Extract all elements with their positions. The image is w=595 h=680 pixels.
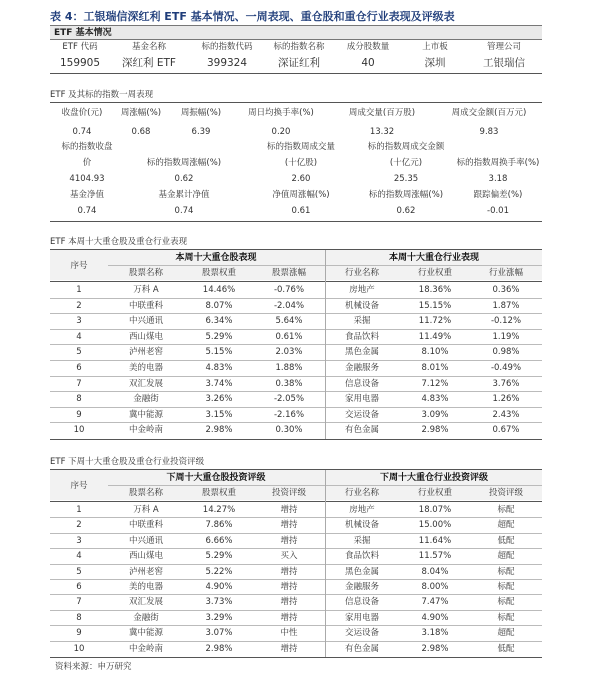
table-row [50,580,542,594]
table-cell: 标配 [497,582,515,592]
table-cell: 低配 [497,535,515,546]
cell: 周振幅(%) [180,108,222,118]
table-cell: 3 [76,316,82,327]
table-cell: 金融街 [133,394,159,405]
table-cell: 采掘 [353,535,371,546]
table-cell: 金融街 [133,612,159,623]
week-section-label: ETF 及其标的指数一周表现 [50,90,154,100]
week-row2-values [50,172,542,186]
table-cell: 黑色金属 [344,347,379,358]
table-cell: 11.49% [418,331,452,342]
table-cell: 家用电器 [344,612,379,623]
table-cell: 2.43% [492,409,520,420]
table-cell: 6 [76,582,82,592]
column-header: 股票名称 [128,488,163,498]
table-cell: 7.86% [205,520,233,531]
table-cell: 泸州老窖 [128,566,163,577]
table-cell: 2.03% [275,347,303,358]
cell: 深圳 [424,57,446,69]
cell: 标的指数名称 [273,42,325,52]
table-cell: 15.00% [418,520,452,531]
table-cell: 2.98% [421,643,449,654]
table-cell: 5.15% [205,347,233,358]
table-row [50,611,542,625]
table-cell: 中金岭南 [128,643,163,654]
cell: 标的指数周涨幅(%) [146,158,222,168]
table-cell: 信息设备 [344,378,379,389]
table-cell: 4.83% [205,363,233,373]
cell: 40 [361,57,375,69]
cell: 6.39 [191,127,211,137]
table-cell: 金融服务 [344,363,379,373]
cell: 周涨幅(%) [120,108,162,118]
table-cell: 冀中能源 [128,409,163,420]
cell: 管理公司 [486,42,521,52]
cell: 13.32 [369,127,395,137]
table-cell: 8 [76,394,82,405]
table-cell: 0.98% [492,347,520,358]
table-cell: 10 [73,643,85,654]
table-cell: -0.12% [490,316,522,327]
table-cell: 机械设备 [344,300,379,311]
table-row [50,626,542,640]
week-row1-headers [50,106,542,120]
cell: 深红利 ETF [122,57,176,69]
page-title: 表 4：工银瑞信深红利 ETF 基本情况、一周表现、重仓股和重仓行业表现及评级表 [50,10,455,23]
table-cell: 中联重科 [128,300,163,311]
table-cell: 食品饮料 [344,331,379,342]
table-cell: 3.26% [205,394,233,405]
table-cell: 0.30% [275,425,303,436]
cell: (十亿元) [389,158,423,168]
table-row [50,361,542,375]
table-cell: 双汇发展 [128,597,163,608]
table-cell: 5 [76,566,82,577]
cell: 周成交量(百万股) [348,108,416,118]
perf-bottom-rule [50,439,542,440]
table-cell: 14.27% [202,505,236,515]
cell: 收盘价(元) [61,108,103,118]
table-row [50,408,542,422]
table-cell: 11.64% [418,535,452,546]
table-cell: 家用电器 [344,394,379,405]
table-cell: 5.29% [205,551,233,562]
basic-info-header-row [50,40,542,54]
cell: 399324 [206,57,248,69]
table-row [50,549,542,563]
table-cell: 超配 [497,628,515,639]
basic-info-value-row [50,56,542,70]
column-header: 投资评级 [271,488,306,498]
table-cell: 8.00% [421,582,449,592]
table-cell: 2.98% [205,425,233,436]
cell: 周成交金额(百万元) [451,108,527,118]
table-cell: 增持 [280,566,298,577]
table-cell: 增持 [280,597,298,608]
column-header: 股票名称 [128,268,163,278]
table-cell: 11.57% [418,551,452,562]
table-cell: 0.61% [275,331,303,342]
table-row [50,518,542,532]
table-cell: 双汇发展 [128,378,163,389]
table-cell: 7.47% [421,597,449,608]
cell: 标的指数代码 [201,42,253,52]
week-row1-values [50,125,542,139]
cell: -0.01 [487,206,509,216]
week-row2-headers-line2 [50,156,542,170]
table-cell: 买入 [280,551,298,562]
table-cell: 18.07% [418,505,452,515]
table-cell: 14.46% [202,285,236,295]
table-cell: 1.19% [492,331,520,342]
table-cell: 标配 [497,505,515,515]
column-header: 行业权重 [417,488,452,498]
table-row [50,423,542,437]
cell: 基金净值 [69,190,104,200]
column-header: 行业名称 [344,268,379,278]
table-cell: 5.22% [205,566,233,577]
table-cell: 3.18% [421,628,449,639]
cell [454,140,542,154]
rating-bottom-rule [50,657,542,658]
table-row [50,503,542,517]
source-note: 资料来源：申万研究 [55,662,132,672]
week-row3-headers [50,188,542,202]
spacer [50,486,108,500]
table-cell: 2 [76,520,82,531]
table-cell: 增持 [280,520,298,531]
table-row [50,345,542,359]
table-cell: 采掘 [353,316,371,327]
table-cell: -2.05% [273,394,305,405]
table-cell: 增持 [280,505,298,515]
week-row2-headers-line1 [50,140,542,154]
table-cell: 1.26% [492,394,520,405]
table-cell: 标配 [497,566,515,577]
table-cell: 超配 [497,551,515,562]
column-header: 投资评级 [488,488,523,498]
table-cell: 信息设备 [344,597,379,608]
table-cell: 交运设备 [344,409,379,420]
table-row [50,283,542,297]
table-cell: 6 [76,363,82,373]
cell: 0.68 [131,127,151,137]
table-cell: 超配 [497,520,515,531]
table-cell: 标配 [497,597,515,608]
table-cell: 有色金属 [344,643,379,654]
table-cell: 6.66% [205,535,233,546]
cell: 标的指数收盘 [61,142,113,152]
table-cell: 万科 A [133,285,159,295]
table-cell: 9 [76,628,82,639]
table-cell: 1 [76,505,82,515]
table-cell: 5.64% [275,316,303,327]
column-header: 行业名称 [344,488,379,498]
cell: 0.62 [174,174,194,184]
table-cell: 0.36% [492,285,520,295]
table-cell: 1.88% [275,363,303,373]
cell: 0.20 [271,127,291,137]
perf-divider [325,250,326,439]
cell: 标的指数周成交金额 [367,142,445,152]
table-cell: 3.07% [205,628,233,639]
table-cell: 增持 [280,582,298,592]
table-cell: 4 [76,331,82,342]
week-top-rule [50,102,542,103]
table-cell: 万科 A [133,505,159,515]
table-cell: 9 [76,409,82,420]
table-cell: 2.98% [205,643,233,654]
table-cell: 西山煤电 [128,551,163,562]
table-cell: 8.01% [421,363,449,373]
table-cell: 西山煤电 [128,331,163,342]
cell: (十亿股) [284,158,318,168]
table-cell: 0.67% [492,425,520,436]
table-cell: 6.34% [205,316,233,327]
table-cell: 美的电器 [128,363,163,373]
table-row [50,534,542,548]
table-cell: 中兴通讯 [128,535,163,546]
cell: 0.62 [396,206,416,216]
week-bottom-rule [50,221,542,222]
table-cell: 11.72% [418,316,452,327]
cell: 价 [82,158,92,168]
column-header: 行业权重 [417,268,452,278]
table-cell: 低配 [497,643,515,654]
cell: 工银瑞信 [483,57,525,69]
column-header: 行业涨幅 [488,268,523,278]
table-cell: 3.15% [205,409,233,420]
table-cell: 3 [76,535,82,546]
table-cell: 美的电器 [128,582,163,592]
table-cell: 4.83% [421,394,449,405]
table-row [50,642,542,656]
table-cell: 5 [76,347,82,358]
rating-group-industry: 下周十大重仓行业投资评级 [379,473,488,483]
table-row [50,330,542,344]
table-cell: 增持 [280,612,298,623]
cell: 2.60 [291,174,311,184]
table-cell: 3.76% [492,378,520,389]
cell: 基金名称 [131,42,166,52]
perf-group-industry: 本周十大重仓行业表现 [388,253,479,263]
perf-header-rule [50,281,542,282]
table-cell: 7 [76,378,82,389]
table-cell: -0.76% [273,285,305,295]
perf-section-label: ETF 本周十大重仓股及重仓行业表现 [50,237,188,247]
table-cell: 1.87% [492,300,520,311]
cell: 上市板 [422,42,448,52]
table-cell: 有色金属 [344,425,379,436]
table-cell: 8 [76,612,82,623]
table-cell: 8.04% [421,566,449,577]
table-cell: 中金岭南 [128,425,163,436]
table-cell: 4 [76,551,82,562]
spacer [50,266,108,280]
table-cell: 冀中能源 [128,628,163,639]
perf-group-stock: 本周十大重仓股表现 [175,253,257,263]
column-header: 股票权重 [201,488,236,498]
table-row [50,314,542,328]
column-header: 股票涨幅 [271,268,306,278]
table-cell: 中联重科 [128,520,163,531]
table-cell: 食品饮料 [344,551,379,562]
table-cell: 3.29% [205,612,233,623]
cell: 周日均换手率(%) [248,108,314,118]
cell: 25.35 [393,174,419,184]
table-cell: 2 [76,300,82,311]
table-cell: 8.10% [421,347,449,358]
basic-info-bar: ETF 基本情况 [50,25,542,40]
cell: 净值周涨幅(%) [272,190,330,200]
cell [124,140,244,154]
cell: 159905 [59,57,101,69]
cell: 标的指数周涨幅(%) [368,190,444,200]
table-cell: 5.29% [205,331,233,342]
rating-seq-header: 序号 [70,481,88,491]
table-cell: 4.90% [205,582,233,592]
cell: 跟踪偏差(%) [473,190,523,200]
perf-header-row [50,266,542,280]
table-cell: 金融服务 [344,582,379,592]
rating-group-stock: 下周十大重仓股投资评级 [166,473,266,483]
table-cell: 泸州老窖 [128,347,163,358]
rating-header-rule [50,501,542,502]
table-row [50,392,542,406]
cell: 4104.93 [69,174,105,184]
table-row [50,565,542,579]
table-cell: 0.38% [275,378,303,389]
table-cell: 中性 [280,628,298,639]
table-cell: -0.49% [490,363,522,373]
table-row [50,299,542,313]
table-cell: 2.98% [421,425,449,436]
table-cell: 7.12% [421,378,449,389]
rating-header-row [50,486,542,500]
table-cell: 18.36% [418,285,452,295]
column-header: 股票权重 [201,268,236,278]
table-cell: 机械设备 [344,520,379,531]
cell: 9.83 [479,127,499,137]
rating-divider [325,470,326,657]
table-row [50,377,542,391]
table-cell: 黑色金属 [344,566,379,577]
cell: 3.18 [488,174,508,184]
table-cell: 增持 [280,643,298,654]
table-cell: 3.74% [205,378,233,389]
table-cell: 中兴通讯 [128,316,163,327]
cell: 标的指数周换手率(%) [456,158,540,168]
table-cell: 1 [76,285,82,295]
basic-info-bottom-rule [50,73,542,74]
cell: 0.74 [72,127,92,137]
cell: 0.74 [77,206,97,216]
perf-seq-header: 序号 [70,261,88,271]
table-cell: -2.16% [273,409,305,420]
table-cell: 交运设备 [344,628,379,639]
table-cell: 15.15% [418,300,452,311]
cell: 深证红利 [278,57,320,69]
cell: 0.61 [291,206,311,216]
table-cell: 3.73% [205,597,233,608]
cell: ETF 代码 [62,42,98,52]
table-cell: 7 [76,597,82,608]
table-row [50,595,542,609]
table-cell: 4.90% [421,612,449,623]
cell: 成分股数量 [346,42,390,52]
table-cell: 3.09% [421,409,449,420]
table-cell: 房地产 [349,505,375,515]
table-cell: 10 [73,425,85,436]
cell: 0.74 [174,206,194,216]
cell: 标的指数周成交量 [266,142,335,152]
week-row3-values [50,204,542,218]
table-cell: 8.07% [205,300,233,311]
table-cell: -2.04% [273,300,305,311]
table-cell: 房地产 [349,285,375,295]
cell: 基金累计净值 [158,190,210,200]
table-cell: 增持 [280,535,298,546]
rating-section-label: ETF 下周十大重仓股及重仓行业投资评级 [50,457,205,467]
table-cell: 标配 [497,612,515,623]
